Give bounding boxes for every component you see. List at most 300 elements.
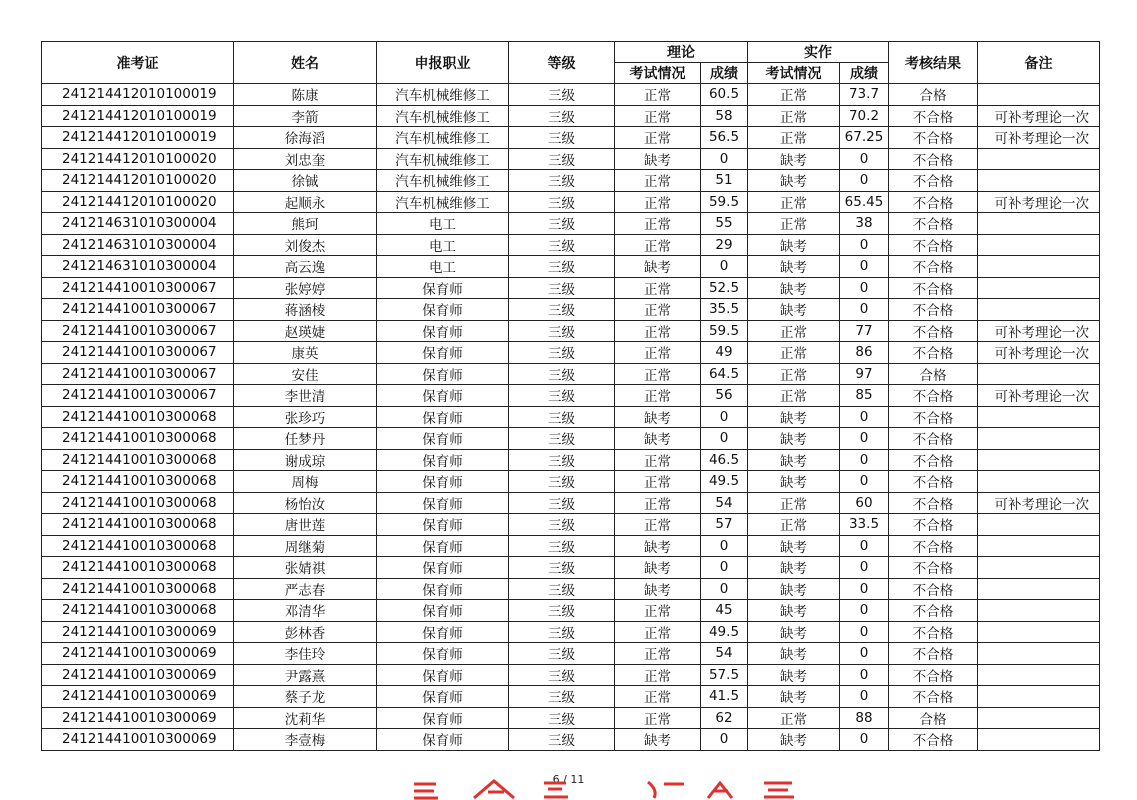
theory-score-cell: 62 — [701, 707, 748, 729]
col-note-header: 备注 — [978, 42, 1100, 84]
practice-status-cell: 缺考 — [748, 686, 840, 708]
level-cell: 三级 — [509, 213, 615, 235]
ticket-cell: 241214410010300068 — [42, 492, 234, 514]
practice-score-cell: 70.2 — [840, 105, 889, 127]
table-row — [42, 600, 1100, 622]
theory-status-cell: 正常 — [615, 686, 701, 708]
practice-status-cell: 缺考 — [748, 471, 840, 493]
theory-status-cell: 正常 — [615, 127, 701, 149]
theory-score-cell: 46.5 — [701, 449, 748, 471]
theory-status-cell: 正常 — [615, 320, 701, 342]
theory-status-cell: 缺考 — [615, 557, 701, 579]
practice-status-cell: 缺考 — [748, 621, 840, 643]
practice-status-cell: 缺考 — [748, 664, 840, 686]
ticket-cell: 241214410010300069 — [42, 707, 234, 729]
name-cell: 任梦丹 — [234, 428, 377, 450]
page-number: 6 / 11 — [552, 773, 585, 786]
practice-score-cell: 73.7 — [840, 84, 889, 106]
name-cell: 唐世莲 — [234, 514, 377, 536]
level-cell: 三级 — [509, 170, 615, 192]
level-cell: 三级 — [509, 105, 615, 127]
note-cell — [978, 363, 1100, 385]
practice-status-cell: 缺考 — [748, 256, 840, 278]
theory-score-cell: 54 — [701, 643, 748, 665]
level-cell: 三级 — [509, 449, 615, 471]
practice-score-cell: 0 — [840, 234, 889, 256]
practice-status-cell: 缺考 — [748, 428, 840, 450]
practice-score-cell: 0 — [840, 557, 889, 579]
theory-score-cell: 0 — [701, 406, 748, 428]
theory-score-cell: 0 — [701, 729, 748, 751]
level-cell: 三级 — [509, 578, 615, 600]
table-row — [42, 492, 1100, 514]
occupation-cell: 电工 — [377, 234, 509, 256]
note-cell — [978, 514, 1100, 536]
result-cell: 不合格 — [889, 449, 978, 471]
occupation-cell: 保育师 — [377, 320, 509, 342]
table-row — [42, 535, 1100, 557]
note-cell — [978, 557, 1100, 579]
theory-score-cell: 49 — [701, 342, 748, 364]
table-row — [42, 234, 1100, 256]
note-cell — [978, 449, 1100, 471]
ticket-cell: 241214410010300067 — [42, 299, 234, 321]
note-cell — [978, 299, 1100, 321]
level-cell: 三级 — [509, 600, 615, 622]
theory-score-cell: 0 — [701, 557, 748, 579]
result-cell: 不合格 — [889, 686, 978, 708]
practice-status-cell: 正常 — [748, 342, 840, 364]
level-cell: 三级 — [509, 277, 615, 299]
practice-score-cell: 88 — [840, 707, 889, 729]
result-cell: 不合格 — [889, 256, 978, 278]
practice-status-cell: 缺考 — [748, 535, 840, 557]
practice-status-cell: 正常 — [748, 213, 840, 235]
practice-score-cell: 0 — [840, 686, 889, 708]
col-level-header: 等级 — [509, 42, 615, 84]
level-cell: 三级 — [509, 686, 615, 708]
note-cell — [978, 664, 1100, 686]
theory-status-cell: 缺考 — [615, 256, 701, 278]
seal-fragment — [764, 783, 794, 797]
occupation-cell: 保育师 — [377, 492, 509, 514]
red-seal-stamps — [408, 778, 800, 800]
theory-score-cell: 41.5 — [701, 686, 748, 708]
level-cell: 三级 — [509, 557, 615, 579]
table-row — [42, 578, 1100, 600]
ticket-cell: 241214410010300067 — [42, 363, 234, 385]
practice-status-cell: 缺考 — [748, 557, 840, 579]
col-name-header: 姓名 — [234, 42, 377, 84]
theory-status-cell: 正常 — [615, 342, 701, 364]
col-practice-header: 实作 — [748, 42, 889, 63]
level-cell: 三级 — [509, 299, 615, 321]
practice-status-cell: 正常 — [748, 191, 840, 213]
name-cell: 谢成琼 — [234, 449, 377, 471]
practice-status-cell: 正常 — [748, 514, 840, 536]
table-row — [42, 449, 1100, 471]
theory-status-cell: 缺考 — [615, 428, 701, 450]
col-practice-score-header: 成绩 — [840, 63, 889, 84]
theory-status-cell: 正常 — [615, 621, 701, 643]
ticket-cell: 241214410010300067 — [42, 385, 234, 407]
theory-score-cell: 58 — [701, 105, 748, 127]
theory-status-cell: 正常 — [615, 471, 701, 493]
practice-status-cell: 缺考 — [748, 406, 840, 428]
occupation-cell: 保育师 — [377, 385, 509, 407]
level-cell: 三级 — [509, 471, 615, 493]
occupation-cell: 保育师 — [377, 535, 509, 557]
note-cell — [978, 578, 1100, 600]
theory-status-cell: 正常 — [615, 600, 701, 622]
practice-score-cell: 60 — [840, 492, 889, 514]
seal-fragment — [708, 783, 732, 798]
practice-status-cell: 缺考 — [748, 299, 840, 321]
theory-score-cell: 64.5 — [701, 363, 748, 385]
theory-score-cell: 57 — [701, 514, 748, 536]
occupation-cell: 汽车机械维修工 — [377, 105, 509, 127]
table-row — [42, 127, 1100, 149]
theory-score-cell: 29 — [701, 234, 748, 256]
occupation-cell: 保育师 — [377, 299, 509, 321]
practice-status-cell: 缺考 — [748, 170, 840, 192]
name-cell: 彭林香 — [234, 621, 377, 643]
practice-status-cell: 缺考 — [748, 234, 840, 256]
table-row — [42, 105, 1100, 127]
table-row — [42, 256, 1100, 278]
col-practice-status-header: 考试情况 — [748, 63, 840, 84]
ticket-cell: 241214410010300067 — [42, 342, 234, 364]
name-cell: 蒋涵棱 — [234, 299, 377, 321]
note-cell — [978, 148, 1100, 170]
note-cell — [978, 234, 1100, 256]
result-cell: 不合格 — [889, 514, 978, 536]
table-row — [42, 170, 1100, 192]
ticket-cell: 241214410010300068 — [42, 449, 234, 471]
table-row — [42, 342, 1100, 364]
practice-score-cell: 33.5 — [840, 514, 889, 536]
theory-status-cell: 正常 — [615, 385, 701, 407]
practice-score-cell: 85 — [840, 385, 889, 407]
practice-status-cell: 缺考 — [748, 277, 840, 299]
ticket-cell: 241214412010100020 — [42, 191, 234, 213]
name-cell: 熊珂 — [234, 213, 377, 235]
practice-score-cell: 65.45 — [840, 191, 889, 213]
table-row — [42, 84, 1100, 106]
ticket-cell: 241214412010100019 — [42, 127, 234, 149]
theory-score-cell: 60.5 — [701, 84, 748, 106]
ticket-cell: 241214410010300069 — [42, 643, 234, 665]
theory-status-cell: 正常 — [615, 643, 701, 665]
result-cell: 不合格 — [889, 277, 978, 299]
practice-status-cell: 正常 — [748, 84, 840, 106]
practice-score-cell: 0 — [840, 256, 889, 278]
occupation-cell: 保育师 — [377, 363, 509, 385]
level-cell: 三级 — [509, 363, 615, 385]
practice-status-cell: 缺考 — [748, 148, 840, 170]
theory-score-cell: 0 — [701, 428, 748, 450]
name-cell: 刘俊杰 — [234, 234, 377, 256]
table-header — [42, 42, 1100, 84]
result-cell: 不合格 — [889, 600, 978, 622]
theory-status-cell: 正常 — [615, 84, 701, 106]
theory-score-cell: 55 — [701, 213, 748, 235]
name-cell: 起顺永 — [234, 191, 377, 213]
name-cell: 周梅 — [234, 471, 377, 493]
table-row — [42, 471, 1100, 493]
result-cell: 合格 — [889, 707, 978, 729]
occupation-cell: 保育师 — [377, 600, 509, 622]
theory-status-cell: 正常 — [615, 363, 701, 385]
result-cell: 不合格 — [889, 535, 978, 557]
occupation-cell: 保育师 — [377, 621, 509, 643]
occupation-cell: 保育师 — [377, 557, 509, 579]
level-cell: 三级 — [509, 535, 615, 557]
seal-fragment — [474, 781, 514, 798]
name-cell: 康英 — [234, 342, 377, 364]
practice-score-cell: 0 — [840, 643, 889, 665]
result-cell: 不合格 — [889, 191, 978, 213]
theory-score-cell: 0 — [701, 148, 748, 170]
practice-score-cell: 0 — [840, 729, 889, 751]
result-cell: 不合格 — [889, 621, 978, 643]
practice-score-cell: 0 — [840, 600, 889, 622]
name-cell: 高云逸 — [234, 256, 377, 278]
result-cell: 不合格 — [889, 213, 978, 235]
practice-status-cell: 缺考 — [748, 578, 840, 600]
ticket-cell: 241214410010300068 — [42, 600, 234, 622]
ticket-cell: 241214410010300069 — [42, 621, 234, 643]
theory-status-cell: 缺考 — [615, 535, 701, 557]
ticket-cell: 241214410010300068 — [42, 471, 234, 493]
occupation-cell: 汽车机械维修工 — [377, 170, 509, 192]
theory-score-cell: 0 — [701, 578, 748, 600]
result-cell: 不合格 — [889, 729, 978, 751]
theory-status-cell: 正常 — [615, 514, 701, 536]
level-cell: 三级 — [509, 234, 615, 256]
level-cell: 三级 — [509, 256, 615, 278]
theory-score-cell: 59.5 — [701, 191, 748, 213]
col-result-header: 考核结果 — [889, 42, 978, 84]
practice-score-cell: 97 — [840, 363, 889, 385]
ticket-cell: 241214410010300068 — [42, 514, 234, 536]
occupation-cell: 保育师 — [377, 406, 509, 428]
practice-status-cell: 正常 — [748, 707, 840, 729]
table-row — [42, 385, 1100, 407]
seal-fragment — [544, 783, 568, 797]
name-cell: 杨怡汝 — [234, 492, 377, 514]
note-cell — [978, 428, 1100, 450]
result-cell: 不合格 — [889, 127, 978, 149]
name-cell: 严志春 — [234, 578, 377, 600]
table-row — [42, 643, 1100, 665]
ticket-cell: 241214410010300069 — [42, 664, 234, 686]
theory-status-cell: 正常 — [615, 213, 701, 235]
occupation-cell: 电工 — [377, 256, 509, 278]
theory-status-cell: 正常 — [615, 170, 701, 192]
name-cell: 李佳玲 — [234, 643, 377, 665]
name-cell: 李世清 — [234, 385, 377, 407]
occupation-cell: 保育师 — [377, 729, 509, 751]
table-row — [42, 299, 1100, 321]
name-cell: 邓清华 — [234, 600, 377, 622]
occupation-cell: 保育师 — [377, 277, 509, 299]
practice-status-cell: 正常 — [748, 105, 840, 127]
result-cell: 不合格 — [889, 664, 978, 686]
level-cell: 三级 — [509, 492, 615, 514]
note-cell — [978, 729, 1100, 751]
ticket-cell: 241214412010100019 — [42, 105, 234, 127]
practice-score-cell: 0 — [840, 664, 889, 686]
practice-status-cell: 缺考 — [748, 643, 840, 665]
table-row — [42, 707, 1100, 729]
level-cell: 三级 — [509, 127, 615, 149]
occupation-cell: 保育师 — [377, 643, 509, 665]
occupation-cell: 电工 — [377, 213, 509, 235]
name-cell: 徐海滔 — [234, 127, 377, 149]
name-cell: 张婧祺 — [234, 557, 377, 579]
result-cell: 不合格 — [889, 406, 978, 428]
note-cell: 可补考理论一次 — [978, 191, 1100, 213]
theory-status-cell: 缺考 — [615, 729, 701, 751]
theory-score-cell: 59.5 — [701, 320, 748, 342]
practice-score-cell: 38 — [840, 213, 889, 235]
result-cell: 不合格 — [889, 471, 978, 493]
note-cell — [978, 707, 1100, 729]
theory-score-cell: 49.5 — [701, 471, 748, 493]
note-cell — [978, 643, 1100, 665]
name-cell: 安佳 — [234, 363, 377, 385]
col-theory-status-header: 考试情况 — [615, 63, 701, 84]
name-cell: 赵瑛婕 — [234, 320, 377, 342]
theory-status-cell: 正常 — [615, 664, 701, 686]
note-cell — [978, 535, 1100, 557]
result-cell: 不合格 — [889, 385, 978, 407]
ticket-cell: 241214410010300068 — [42, 406, 234, 428]
practice-score-cell: 67.25 — [840, 127, 889, 149]
col-occupation-header: 申报职业 — [377, 42, 509, 84]
occupation-cell: 保育师 — [377, 514, 509, 536]
level-cell: 三级 — [509, 406, 615, 428]
occupation-cell: 保育师 — [377, 449, 509, 471]
theory-score-cell: 56 — [701, 385, 748, 407]
ticket-cell: 241214412010100020 — [42, 148, 234, 170]
practice-status-cell: 缺考 — [748, 449, 840, 471]
result-cell: 不合格 — [889, 299, 978, 321]
ticket-cell: 241214410010300068 — [42, 578, 234, 600]
note-cell — [978, 621, 1100, 643]
theory-score-cell: 0 — [701, 256, 748, 278]
practice-score-cell: 0 — [840, 406, 889, 428]
name-cell: 陈康 — [234, 84, 377, 106]
result-cell: 不合格 — [889, 643, 978, 665]
table-row — [42, 148, 1100, 170]
table-row — [42, 729, 1100, 751]
level-cell: 三级 — [509, 664, 615, 686]
theory-status-cell: 缺考 — [615, 578, 701, 600]
practice-status-cell: 正常 — [748, 385, 840, 407]
exam-results-table — [41, 41, 1100, 751]
level-cell: 三级 — [509, 707, 615, 729]
note-cell: 可补考理论一次 — [978, 127, 1100, 149]
result-cell: 合格 — [889, 363, 978, 385]
result-cell: 不合格 — [889, 148, 978, 170]
occupation-cell: 汽车机械维修工 — [377, 148, 509, 170]
theory-status-cell: 正常 — [615, 449, 701, 471]
result-cell: 不合格 — [889, 428, 978, 450]
theory-score-cell: 45 — [701, 600, 748, 622]
practice-score-cell: 77 — [840, 320, 889, 342]
level-cell: 三级 — [509, 191, 615, 213]
note-cell — [978, 84, 1100, 106]
theory-status-cell: 正常 — [615, 191, 701, 213]
practice-score-cell: 0 — [840, 471, 889, 493]
practice-score-cell: 0 — [840, 449, 889, 471]
practice-status-cell: 正常 — [748, 492, 840, 514]
level-cell: 三级 — [509, 621, 615, 643]
theory-score-cell: 35.5 — [701, 299, 748, 321]
practice-status-cell: 正常 — [748, 363, 840, 385]
theory-score-cell: 56.5 — [701, 127, 748, 149]
occupation-cell: 保育师 — [377, 471, 509, 493]
ticket-cell: 241214631010300004 — [42, 234, 234, 256]
practice-status-cell: 正常 — [748, 127, 840, 149]
note-cell — [978, 471, 1100, 493]
table-body — [42, 84, 1100, 751]
practice-score-cell: 0 — [840, 299, 889, 321]
theory-status-cell: 正常 — [615, 299, 701, 321]
name-cell: 李壹梅 — [234, 729, 377, 751]
table-row — [42, 213, 1100, 235]
table-row — [42, 191, 1100, 213]
table-row — [42, 320, 1100, 342]
note-cell — [978, 277, 1100, 299]
practice-score-cell: 0 — [840, 148, 889, 170]
ticket-cell: 241214410010300069 — [42, 686, 234, 708]
theory-status-cell: 缺考 — [615, 148, 701, 170]
level-cell: 三级 — [509, 148, 615, 170]
name-cell: 尹露熹 — [234, 664, 377, 686]
col-ticket-header: 准考证 — [42, 42, 234, 84]
occupation-cell: 汽车机械维修工 — [377, 127, 509, 149]
theory-status-cell: 正常 — [615, 277, 701, 299]
theory-score-cell: 52.5 — [701, 277, 748, 299]
note-cell — [978, 213, 1100, 235]
name-cell: 蔡子龙 — [234, 686, 377, 708]
name-cell: 沈莉华 — [234, 707, 377, 729]
theory-status-cell: 正常 — [615, 234, 701, 256]
result-cell: 不合格 — [889, 170, 978, 192]
table-row — [42, 363, 1100, 385]
note-cell — [978, 600, 1100, 622]
col-theory-header: 理论 — [615, 42, 748, 63]
practice-status-cell: 缺考 — [748, 600, 840, 622]
table-row — [42, 664, 1100, 686]
theory-status-cell: 正常 — [615, 492, 701, 514]
practice-status-cell: 缺考 — [748, 729, 840, 751]
practice-score-cell: 0 — [840, 535, 889, 557]
ticket-cell: 241214412010100020 — [42, 170, 234, 192]
name-cell: 张珍巧 — [234, 406, 377, 428]
note-cell: 可补考理论一次 — [978, 385, 1100, 407]
note-cell — [978, 406, 1100, 428]
result-cell: 不合格 — [889, 105, 978, 127]
ticket-cell: 241214412010100019 — [42, 84, 234, 106]
theory-status-cell: 正常 — [615, 707, 701, 729]
theory-score-cell: 51 — [701, 170, 748, 192]
level-cell: 三级 — [509, 84, 615, 106]
name-cell: 张婷婷 — [234, 277, 377, 299]
